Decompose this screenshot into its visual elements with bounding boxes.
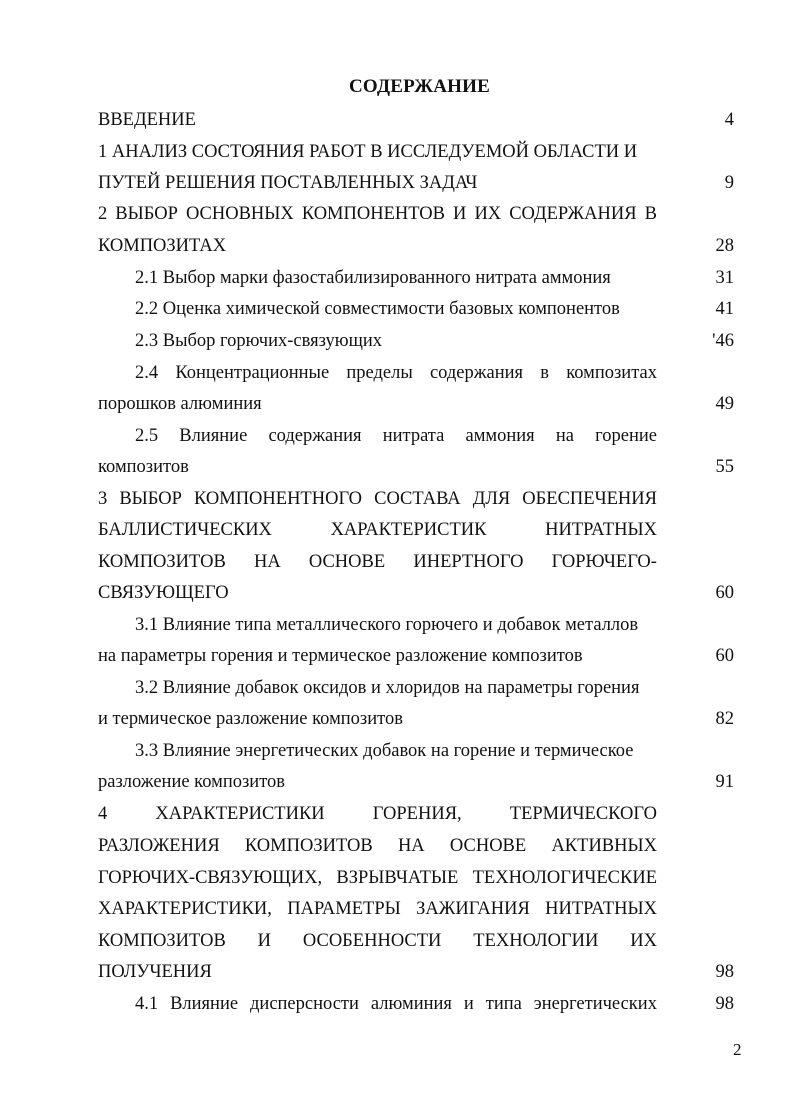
toc-entry-chapter-3-line-4: СВЯЗУЮЩЕГО — [98, 583, 229, 603]
toc-entry-section-2-2: 2.2 Оценка химической совместимости базовых компонентов — [135, 299, 620, 319]
toc-page-chapter-3: 60 — [715, 583, 734, 603]
toc-entry-section-2-4-line-1: 2.4 Концентрационные пределы содержания в композитах — [135, 363, 657, 383]
toc-page-section-3-2: 82 — [715, 709, 734, 729]
toc-page-section-2-2: 41 — [715, 299, 734, 319]
toc-page-chapter-4: 98 — [715, 962, 734, 982]
toc-page-section-2-5: 55 — [715, 457, 734, 477]
toc-entry-introduction: ВВЕДЕНИЕ — [98, 110, 196, 130]
toc-entry-section-3-2-line-2: и термическое разложение композитов — [98, 709, 403, 729]
toc-entry-section-3-3-line-1: 3.3 Влияние энергетических добавок на горение и термическое — [135, 741, 634, 761]
toc-entry-section-2-4-line-2: порошков алюминия — [98, 394, 262, 414]
toc-entry-section-3-2-line-1: 3.2 Влияние добавок оксидов и хлоридов на параметры горения — [135, 678, 640, 698]
toc-entry-chapter-4-line-2: РАЗЛОЖЕНИЯ КОМПОЗИТОВ НА ОСНОВЕ АКТИВНЫХ — [98, 836, 657, 856]
toc-entry-chapter-2-line-2: КОМПОЗИТАХ — [98, 236, 227, 256]
toc-entry-chapter-4-line-5: КОМПОЗИТОВ И ОСОБЕННОСТИ ТЕХНОЛОГИИ ИХ — [98, 931, 657, 951]
toc-entry-chapter-1-line-1: 1 АНАЛИЗ СОСТОЯНИЯ РАБОТ В ИССЛЕДУЕМОЙ ОБЛАСТИ И — [98, 142, 638, 162]
toc-page-chapter-2: 28 — [715, 236, 734, 256]
toc-entry-section-4-1-line-1: 4.1 Влияние дисперсности алюминия и типа энергетических — [135, 994, 657, 1014]
toc-entry-chapter-4-line-3: ГОРЮЧИХ-СВЯЗУЮЩИХ, ВЗРЫВЧАТЫЕ ТЕХНОЛОГИЧЕСКИЕ — [98, 868, 657, 888]
toc-entry-chapter-3-line-2: БАЛЛИСТИЧЕСКИХ ХАРАКТЕРИСТИК НИТРАТНЫХ — [98, 520, 657, 540]
toc-entry-chapter-2-line-1: 2 ВЫБОР ОСНОВНЫХ КОМПОНЕНТОВ И ИХ СОДЕРЖАНИЯ В — [98, 204, 657, 224]
toc-entry-chapter-4-line-4: ХАРАКТЕРИСТИКИ, ПАРАМЕТРЫ ЗАЖИГАНИЯ НИТРАТНЫХ — [98, 899, 657, 919]
page-title: СОДЕРЖАНИЕ — [349, 76, 490, 97]
toc-entry-chapter-4-line-1: 4 ХАРАКТЕРИСТИКИ ГОРЕНИЯ, ТЕРМИЧЕСКОГО — [98, 804, 657, 824]
toc-entry-chapter-3-line-3: КОМПОЗИТОВ НА ОСНОВЕ ИНЕРТНОГО ГОРЮЧЕГО- — [98, 552, 657, 572]
toc-entry-chapter-3-line-1: 3 ВЫБОР КОМПОНЕНТНОГО СОСТАВА ДЛЯ ОБЕСПЕЧЕНИЯ — [98, 489, 657, 509]
toc-page-section-2-1: 31 — [715, 268, 734, 288]
toc-entry-section-2-5-line-1: 2.5 Влияние содержания нитрата аммония на горение — [135, 426, 657, 446]
toc-entry-section-3-1-line-2: на параметры горения и термическое разложение композитов — [98, 646, 583, 666]
toc-page-section-3-1: 60 — [715, 646, 734, 666]
toc-entry-section-3-3-line-2: разложение композитов — [98, 772, 286, 792]
toc-entry-chapter-4-line-6: ПОЛУЧЕНИЯ — [98, 962, 212, 982]
toc-page-chapter-1: 9 — [724, 173, 734, 193]
toc-entry-section-2-1: 2.1 Выбор марки фазостабилизированного нитрата аммония — [135, 268, 611, 288]
toc-page-section-4-1: 98 — [715, 994, 734, 1014]
toc-page-introduction: 4 — [724, 110, 734, 130]
toc-page-section-2-4: 49 — [715, 394, 734, 414]
toc-page-section-2-3: '46 — [712, 331, 734, 351]
toc-entry-section-2-3: 2.3 Выбор горючих-связующих — [135, 331, 383, 351]
toc-entry-section-3-1-line-1: 3.1 Влияние типа металлического горючего и добавок металлов — [135, 615, 639, 635]
toc-entry-chapter-1-line-2: ПУТЕЙ РЕШЕНИЯ ПОСТАВЛЕННЫХ ЗАДАЧ — [98, 173, 478, 193]
toc-page-section-3-3: 91 — [715, 772, 734, 792]
page-number: 2 — [733, 1040, 742, 1059]
toc-entry-section-2-5-line-2: композитов — [98, 457, 189, 477]
